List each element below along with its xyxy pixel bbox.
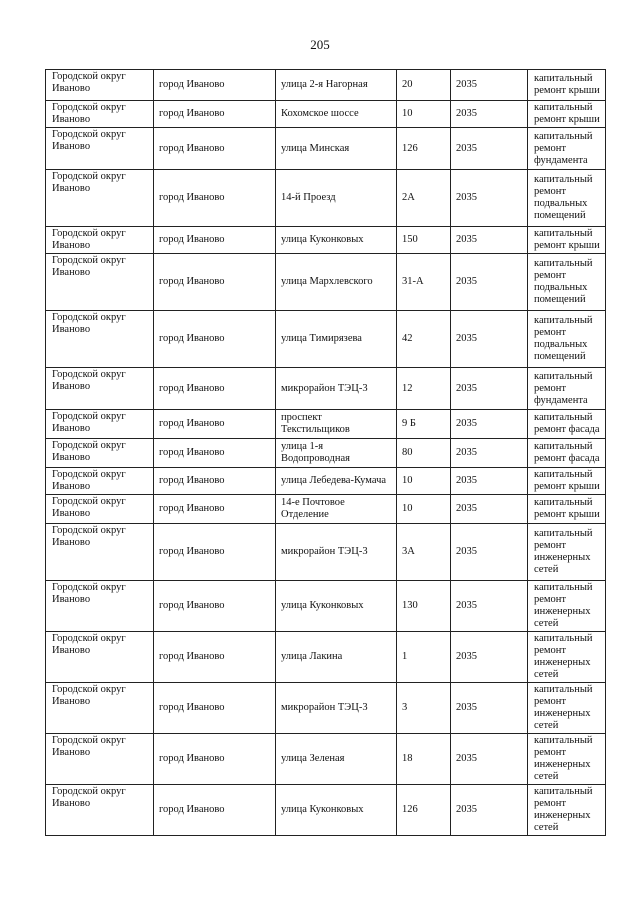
house-number-cell: 2А xyxy=(397,170,451,227)
repair-type-cell: капитальный ремонт подвальных помещений xyxy=(528,311,606,368)
table-row xyxy=(46,311,606,368)
street-cell: Кохомское шоссе xyxy=(276,101,397,128)
table-row xyxy=(46,581,606,632)
house-number-cell: 80 xyxy=(397,439,451,468)
year-cell: 2035 xyxy=(451,581,528,632)
house-number-cell: 31-А xyxy=(397,254,451,311)
table-body xyxy=(46,70,606,836)
okrug-cell: Городской округ Иваново xyxy=(46,439,154,468)
city-cell: город Иваново xyxy=(154,495,276,524)
house-number-cell: 10 xyxy=(397,101,451,128)
year-cell: 2035 xyxy=(451,101,528,128)
table-row xyxy=(46,468,606,495)
repair-type-cell: капитальный ремонт инженерных сетей xyxy=(528,785,606,836)
street-cell: улица 2-я Нагорная xyxy=(276,70,397,101)
table-row xyxy=(46,101,606,128)
street-cell: микрорайон ТЭЦ-3 xyxy=(276,683,397,734)
year-cell: 2035 xyxy=(451,170,528,227)
okrug-cell: Городской округ Иваново xyxy=(46,70,154,101)
house-number-cell: 12 xyxy=(397,368,451,410)
page-number: 205 xyxy=(310,37,330,52)
house-number-cell: 126 xyxy=(397,128,451,170)
okrug-cell: Городской округ Иваново xyxy=(46,524,154,581)
city-cell: город Иваново xyxy=(154,410,276,439)
city-cell: город Иваново xyxy=(154,128,276,170)
repair-type-cell: капитальный ремонт фундамента xyxy=(528,368,606,410)
repair-type-cell: капитальный ремонт крыши xyxy=(528,70,606,101)
street-cell: микрорайон ТЭЦ-3 xyxy=(276,368,397,410)
city-cell: город Иваново xyxy=(154,524,276,581)
house-number-cell: 1 xyxy=(397,632,451,683)
city-cell: город Иваново xyxy=(154,70,276,101)
year-cell: 2035 xyxy=(451,311,528,368)
table-row xyxy=(46,254,606,311)
house-number-cell: 9 Б xyxy=(397,410,451,439)
repair-type-cell: капитальный ремонт крыши xyxy=(528,101,606,128)
city-cell: город Иваново xyxy=(154,101,276,128)
year-cell: 2035 xyxy=(451,410,528,439)
street-cell: улица Мархлевского xyxy=(276,254,397,311)
repair-type-cell: капитальный ремонт подвальных помещений xyxy=(528,254,606,311)
house-number-cell: 10 xyxy=(397,468,451,495)
okrug-cell: Городской округ Иваново xyxy=(46,101,154,128)
okrug-cell: Городской округ Иваново xyxy=(46,311,154,368)
repair-type-cell: капитальный ремонт подвальных помещений xyxy=(528,170,606,227)
house-number-cell: 150 xyxy=(397,227,451,254)
year-cell: 2035 xyxy=(451,683,528,734)
table-row xyxy=(46,70,606,101)
city-cell: город Иваново xyxy=(154,785,276,836)
year-cell: 2035 xyxy=(451,128,528,170)
street-cell: улица Лебедева-Кумача xyxy=(276,468,397,495)
house-number-cell: 3А xyxy=(397,524,451,581)
table-row xyxy=(46,683,606,734)
table-row xyxy=(46,785,606,836)
city-cell: город Иваново xyxy=(154,311,276,368)
okrug-cell: Городской округ Иваново xyxy=(46,785,154,836)
okrug-cell: Городской округ Иваново xyxy=(46,683,154,734)
repair-schedule-table xyxy=(45,69,606,836)
okrug-cell: Городской округ Иваново xyxy=(46,368,154,410)
table-row xyxy=(46,439,606,468)
year-cell: 2035 xyxy=(451,227,528,254)
year-cell: 2035 xyxy=(451,368,528,410)
okrug-cell: Городской округ Иваново xyxy=(46,410,154,439)
city-cell: город Иваново xyxy=(154,632,276,683)
year-cell: 2035 xyxy=(451,254,528,311)
house-number-cell: 10 xyxy=(397,495,451,524)
table-row xyxy=(46,632,606,683)
year-cell: 2035 xyxy=(451,524,528,581)
street-cell: улица Куконковых xyxy=(276,227,397,254)
repair-type-cell: капитальный ремонт крыши xyxy=(528,495,606,524)
table-row xyxy=(46,734,606,785)
okrug-cell: Городской округ Иваново xyxy=(46,227,154,254)
year-cell: 2035 xyxy=(451,632,528,683)
house-number-cell: 18 xyxy=(397,734,451,785)
okrug-cell: Городской округ Иваново xyxy=(46,581,154,632)
street-cell: улица Минская xyxy=(276,128,397,170)
city-cell: город Иваново xyxy=(154,439,276,468)
year-cell: 2035 xyxy=(451,468,528,495)
house-number-cell: 130 xyxy=(397,581,451,632)
city-cell: город Иваново xyxy=(154,254,276,311)
okrug-cell: Городской округ Иваново xyxy=(46,128,154,170)
house-number-cell: 42 xyxy=(397,311,451,368)
year-cell: 2035 xyxy=(451,785,528,836)
repair-type-cell: капитальный ремонт инженерных сетей xyxy=(528,524,606,581)
city-cell: город Иваново xyxy=(154,581,276,632)
okrug-cell: Городской округ Иваново xyxy=(46,254,154,311)
table-row xyxy=(46,524,606,581)
street-cell: микрорайон ТЭЦ-3 xyxy=(276,524,397,581)
table-row xyxy=(46,410,606,439)
okrug-cell: Городской округ Иваново xyxy=(46,170,154,227)
okrug-cell: Городской округ Иваново xyxy=(46,495,154,524)
city-cell: город Иваново xyxy=(154,468,276,495)
street-cell: улица Зеленая xyxy=(276,734,397,785)
street-cell: улица Тимирязева xyxy=(276,311,397,368)
street-cell: улица Куконковых xyxy=(276,581,397,632)
city-cell: город Иваново xyxy=(154,170,276,227)
table-row xyxy=(46,170,606,227)
table-row xyxy=(46,495,606,524)
street-cell: 14-е Почтовое Отделение xyxy=(276,495,397,524)
repair-type-cell: капитальный ремонт инженерных сетей xyxy=(528,632,606,683)
city-cell: город Иваново xyxy=(154,227,276,254)
street-cell: улица Лакина xyxy=(276,632,397,683)
street-cell: улица 1-я Водопроводная xyxy=(276,439,397,468)
table-row xyxy=(46,128,606,170)
repair-type-cell: капитальный ремонт фасада xyxy=(528,439,606,468)
year-cell: 2035 xyxy=(451,439,528,468)
city-cell: город Иваново xyxy=(154,734,276,785)
repair-type-cell: капитальный ремонт фасада xyxy=(528,410,606,439)
street-cell: 14-й Проезд xyxy=(276,170,397,227)
repair-type-cell: капитальный ремонт крыши xyxy=(528,227,606,254)
year-cell: 2035 xyxy=(451,734,528,785)
table-row xyxy=(46,227,606,254)
repair-type-cell: капитальный ремонт инженерных сетей xyxy=(528,734,606,785)
okrug-cell: Городской округ Иваново xyxy=(46,734,154,785)
repair-type-cell: капитальный ремонт фундамента xyxy=(528,128,606,170)
table-row xyxy=(46,368,606,410)
okrug-cell: Городской округ Иваново xyxy=(46,468,154,495)
city-cell: город Иваново xyxy=(154,368,276,410)
repair-type-cell: капитальный ремонт крыши xyxy=(528,468,606,495)
okrug-cell: Городской округ Иваново xyxy=(46,632,154,683)
house-number-cell: 20 xyxy=(397,70,451,101)
repair-type-cell: капитальный ремонт инженерных сетей xyxy=(528,683,606,734)
repair-type-cell: капитальный ремонт инженерных сетей xyxy=(528,581,606,632)
year-cell: 2035 xyxy=(451,495,528,524)
house-number-cell: 126 xyxy=(397,785,451,836)
street-cell: проспект Текстильщиков xyxy=(276,410,397,439)
street-cell: улица Куконковых xyxy=(276,785,397,836)
year-cell: 2035 xyxy=(451,70,528,101)
city-cell: город Иваново xyxy=(154,683,276,734)
house-number-cell: 3 xyxy=(397,683,451,734)
